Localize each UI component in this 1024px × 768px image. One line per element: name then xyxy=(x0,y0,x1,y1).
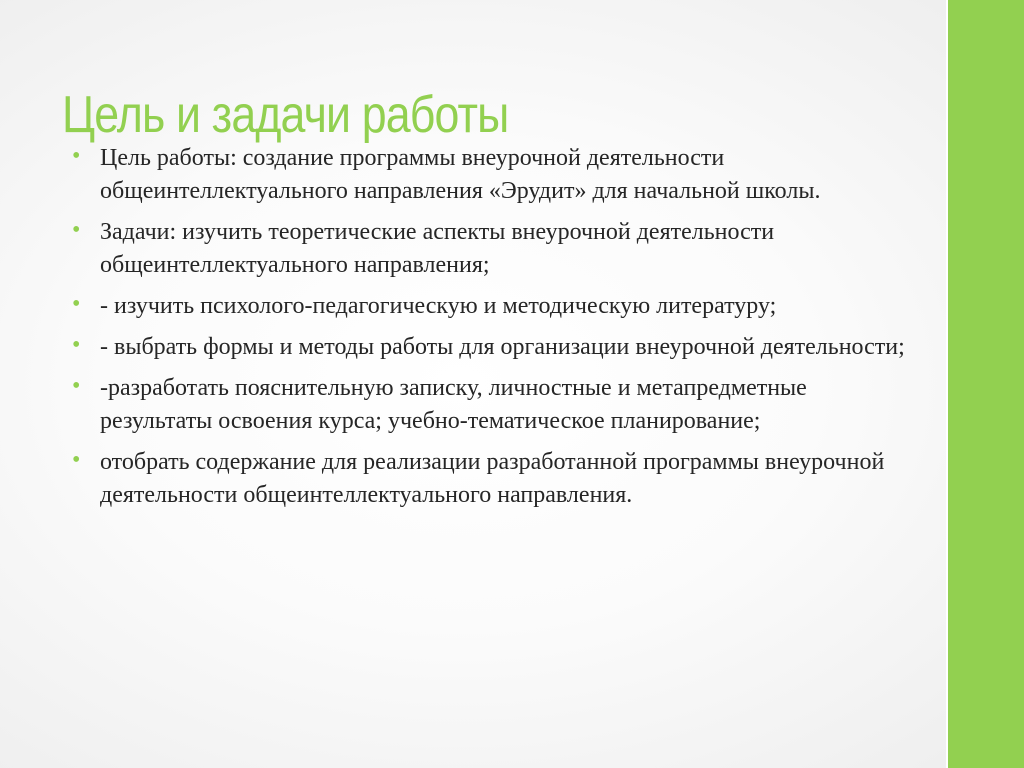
bullet-list xyxy=(70,142,910,520)
bullet-dot-icon: • xyxy=(72,373,81,399)
list-item-text: -разработать пояснительную записку, личностные и метапредметные результаты освоения курса; учебно-тематическое планирование; xyxy=(100,375,807,434)
accent-sidebar-edge xyxy=(946,0,948,768)
list-item-text: - изучить психолого-педагогическую и методическую литературу; xyxy=(100,293,777,319)
bullet-dot-icon: • xyxy=(72,291,81,317)
bullet-dot-icon: • xyxy=(72,143,81,169)
list-item xyxy=(70,331,910,364)
bullet-dot-icon: • xyxy=(72,332,81,358)
list-item xyxy=(70,142,910,208)
list-item xyxy=(70,446,910,512)
list-item-text: Задачи: изучить теоретические аспекты внеурочной деятельности общеинтеллектуального направления; xyxy=(100,219,775,278)
list-item xyxy=(70,290,910,323)
slide-title: Цель и задачи работы xyxy=(62,85,509,144)
list-item xyxy=(70,216,910,282)
accent-sidebar xyxy=(948,0,1024,768)
list-item-text: - выбрать формы и методы работы для организации внеурочной деятельности; xyxy=(100,334,905,360)
list-item-text: Цель работы: создание программы внеурочной деятельности общеинтеллектуального направления «Эрудит» для начальной школы. xyxy=(100,145,821,204)
bullet-dot-icon: • xyxy=(72,217,81,243)
list-item-text: отобрать содержание для реализации разработанной программы внеурочной деятельности общеинтеллектуального направления. xyxy=(100,449,885,508)
list-item xyxy=(70,372,910,438)
bullet-dot-icon: • xyxy=(72,447,81,473)
